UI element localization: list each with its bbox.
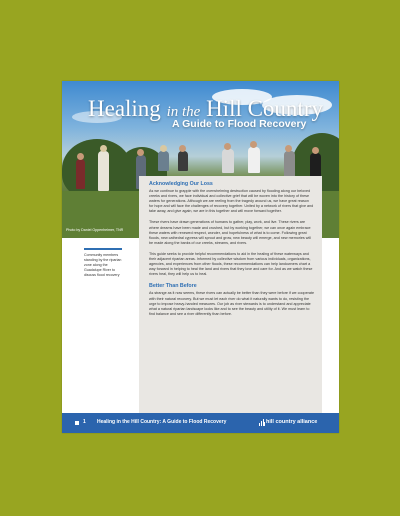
person-figure xyxy=(284,151,295,177)
person-figure xyxy=(158,151,169,171)
document-page xyxy=(62,81,339,433)
paragraph: As we continue to grapple with the overwhelming destruction caused by flooding along our beloved creeks and rivers, we face individual and collective grief that will be woven into the history of these waters for generations. Although we are reeling from the tragedy around us, we have great reason for hope and will face the challenges of recovery together. United by a network of rivers that give and take away, and give again, we are in this together and will move forward together. xyxy=(149,189,314,214)
section-heading-loss: Acknowledging Our Loss xyxy=(149,181,213,187)
title-in-the: in the xyxy=(166,104,201,120)
person-head xyxy=(137,149,144,156)
logo-text: hill country alliance xyxy=(266,419,318,425)
caption-rule xyxy=(84,248,122,250)
page-marker-icon xyxy=(75,421,79,425)
page-number: 1 xyxy=(83,419,86,425)
person-head xyxy=(77,153,84,160)
section-heading-better: Better Than Before xyxy=(149,283,197,290)
person-head xyxy=(100,145,107,152)
content-box xyxy=(139,176,322,417)
page-footer xyxy=(62,413,339,433)
person-figure xyxy=(248,147,260,173)
logo-icon xyxy=(259,419,265,426)
person-head xyxy=(285,145,292,152)
paragraph: As strange as it now seems, these rivers can actually be better than they were before if we cooperate with their natural recovery. But we must let each river do what it naturally wants to do, resisting the urge to impose heavy-handed measures. Our job as river stewards is to understand and appreciate what a natural riparian landscape looks like and to see the beauty and utility of it. We must learn to find balance and see a river differently than before. xyxy=(149,291,314,316)
person-head xyxy=(160,145,167,152)
footer-title: Healing in the Hill Country: A Guide to Flood Recovery xyxy=(97,419,227,425)
person-head xyxy=(224,143,231,150)
photo-credit: Photo by Daniel Oppenheimer, TNR xyxy=(66,228,124,232)
cover-subtitle: A Guide to Flood Recovery xyxy=(172,118,307,130)
title-healing: Healing xyxy=(88,96,161,121)
paragraph: These rivers have drawn generations of humans to gather, play, work, and live. These rivers are where dreams have been made and crushed, but by working together, we can once again embrace these waters with renewed respect, wonder, and hopefulness of what is to come. Following great floods, new cathedral cypress will sprout and grow, new beauty will emerge, and new memories will be made along the banks of our creeks, streams, and rivers. xyxy=(149,220,311,245)
paragraph: This guide seeks to provide helpful recommendations to aid in the healing of these waterways and their adjacent riparian areas. Informed by collective wisdom from various individuals, organizations, agencies, and experiences from other floods, these recommendations can help landowners chart a way forward in helping to heal the land and rivers that they love and care for. And as we watch these rivers heal, they will help us to heal. xyxy=(149,251,313,277)
person-figure xyxy=(222,149,234,173)
person-figure xyxy=(76,159,85,189)
photo-caption: Community members standing by the riparian zone along the Guadalupe River to discuss flood recovery xyxy=(84,253,122,277)
person-figure xyxy=(178,151,188,171)
person-head xyxy=(312,147,319,154)
person-head xyxy=(179,145,186,152)
person-head xyxy=(250,141,257,148)
title-hill-country: Hill Country xyxy=(206,96,323,121)
person-figure xyxy=(98,151,109,191)
